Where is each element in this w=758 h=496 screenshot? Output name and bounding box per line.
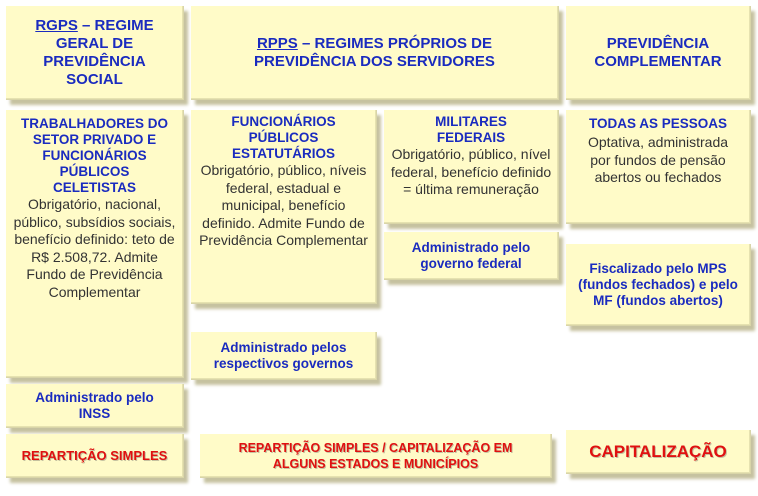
todas-pessoas-box bbox=[566, 110, 751, 224]
complementar-header: PREVIDÊNCIA COMPLEMENTAR bbox=[594, 34, 722, 70]
rgps-header bbox=[20, 17, 170, 89]
capitalizacao-box bbox=[566, 430, 751, 474]
repart-simples-box bbox=[6, 434, 184, 478]
admin-governos-box bbox=[191, 332, 377, 380]
fiscalizado-text: Fiscalizado pelo MPS (fundos fechados) e pelo MF (fundos abertos) bbox=[578, 260, 738, 308]
repart-simples-text: REPARTIÇÃO SIMPLES bbox=[21, 447, 168, 463]
admin-governos-text: Administrado pelos respectivos governos bbox=[213, 339, 354, 371]
repart-capitalizacao-text: REPARTIÇÃO SIMPLES / CAPITALIZAÇÃO EM ALGUNS ESTADOS E MUNICÍPIOS bbox=[238, 440, 513, 471]
rpps-header-box bbox=[191, 6, 559, 100]
admin-federal-box bbox=[384, 232, 559, 280]
rpps-header bbox=[230, 35, 520, 71]
trabalhadores-title: TRABALHADORES DO SETOR PRIVADO E FUNCIONÁRIOS PÚBLICOS CELETISTAS bbox=[21, 116, 168, 195]
rpps-title: – REGIMES PRÓPRIOS DE PREVIDÊNCIA DOS SERVIDORES bbox=[254, 34, 495, 70]
rgps-abbr: RGPS bbox=[35, 16, 78, 34]
rpps-abbr: RPPS bbox=[256, 34, 298, 52]
fiscalizado-box bbox=[566, 244, 751, 326]
todas-pessoas-text: Optativa, administrada por fundos de pensão abertos ou fechados bbox=[587, 134, 729, 185]
rgps-header-box bbox=[6, 6, 184, 100]
todas-pessoas-title: TODAS AS PESSOAS bbox=[588, 116, 728, 131]
militares-text: Obrigatório, público, nível federal, benefício definido = última remuneração bbox=[390, 146, 552, 197]
admin-inss-text: Administrado pelo INSS bbox=[35, 389, 154, 421]
funcionarios-text: Obrigatório, público, níveis federal, estadual e municipal, benefício definido. Admite Fundo de Previdência Complementar bbox=[199, 162, 368, 248]
rgps-title: – REGIME GERAL DE PREVIDÊNCIA SOCIAL bbox=[43, 16, 154, 88]
militares-title: MILITARES FEDERAIS bbox=[435, 114, 507, 145]
admin-federal-text: Administrado pelo governo federal bbox=[411, 239, 531, 271]
complementar-header-box bbox=[566, 6, 751, 100]
trabalhadores-box bbox=[6, 110, 184, 378]
admin-inss-box bbox=[6, 384, 184, 428]
trabalhadores-text: Obrigatório, nacional, público, subsídios sociais, benefício definido: teto de R$ 2.508,72. Admite Fundo de Previdência Complementar bbox=[13, 196, 176, 300]
repart-capitalizacao-box bbox=[200, 434, 552, 478]
funcionarios-box bbox=[191, 110, 377, 304]
funcionarios-title: FUNCIONÁRIOS PÚBLICOS ESTATUTÁRIOS bbox=[231, 114, 336, 161]
militares-box bbox=[384, 110, 559, 224]
capitalizacao-text: CAPITALIZAÇÃO bbox=[589, 441, 727, 461]
